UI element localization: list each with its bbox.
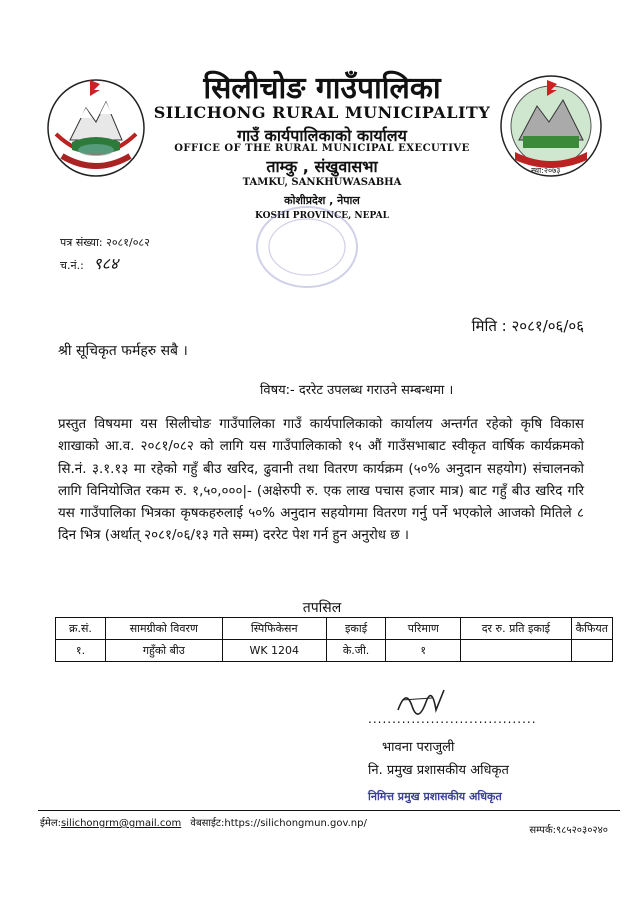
col-rate: दर रु. प्रति इकाई — [461, 618, 571, 640]
municipality-title-en: SILICHONG RURAL MUNICIPALITY — [153, 103, 491, 122]
office-name-np: गाउँ कार्यपालिकाको कार्यालय — [237, 126, 407, 145]
email-link[interactable]: silichongrm@gmail.com — [61, 818, 182, 829]
table-title: तपसिल — [302, 600, 342, 616]
cell-specification: WK 1204 — [222, 640, 326, 662]
letter-date: मिति : २०८१/०६/०६ — [471, 317, 584, 335]
cell-rate — [461, 640, 571, 662]
subject-line: विषय:- दररेट उपलब्ध गराउने सम्बन्धमा । — [260, 383, 454, 398]
province-en: KOSHI PROVINCE, NEPAL — [255, 211, 389, 221]
dispatch-number — [60, 252, 118, 274]
municipality-title-np: सिलीचोङ गाउँपालिका — [203, 71, 441, 106]
cell-unit: के.जी. — [326, 640, 386, 662]
dispatch-label: च.नं.: — [60, 259, 84, 272]
cell-remarks — [571, 640, 612, 662]
footer-contact — [40, 815, 367, 829]
table-header-row — [56, 618, 613, 640]
website-label: वेबसाईट: — [190, 818, 225, 829]
cell-serial: १. — [56, 640, 106, 662]
footer-divider — [38, 810, 620, 811]
col-specification: स्पिफिकेसन — [222, 618, 326, 640]
logo-year-text: स्था:२०७३ — [531, 166, 561, 175]
signature-line: ................................... — [368, 712, 537, 726]
letter-number: पत्र संख्या: २०८१/०८२ — [60, 236, 150, 249]
email-label: ईमेल: — [40, 818, 62, 829]
letter-body: प्रस्तुत विषयमा यस सिलीचोङ गाउँपालिका गाउँ कार्यपालिकाको कार्यालय अन्तर्गत रहेको कृषि विकास शाखाको आ.व. २०८१/०८२ को लागि यस गाउँपालिकाको १५ औं गाउँसभाबाट स्वीकृत वार्षिक कार्यक्रमको सि.नं. ३.१.१३ मा रहेको गहुँ बीउ खरिद, ढुवानी तथा वितरण कार्यक्रम (५०% अनुदान सहयोग) संचालनको लागि विनियोजित रकम रु. १,५०,०००|- (अक्षेरुपी रु. एक लाख पचास हजार मात्र) बाट गहुँ बीउ खरिद गरि यस गाउँपालिका भित्रका कृषकहरुलाई ५०% अनुदान सहयोगमा वितरण गर्नु पर्ने भएकोले आजको मितिले ८ दिन भित्र (अर्थात् २०८१/०६/१३ गते सम्म) दररेट पेश गर्न हुन अनुरोध छ । — [58, 417, 584, 544]
cell-quantity: १ — [386, 640, 461, 662]
office-name-en: OFFICE OF THE RURAL MUNICIPAL EXECUTIVE — [174, 143, 470, 154]
address-np: ताम्कु , संखुवासभा — [266, 157, 378, 176]
phone-number: सम्पर्क:९८५२०३०२४० — [529, 825, 608, 836]
website-link[interactable]: https://silichongmun.gov.np/ — [224, 818, 367, 829]
col-serial: क्र.सं. — [56, 618, 106, 640]
official-stamp — [252, 203, 362, 291]
cell-description: गहुँको बीउ — [105, 640, 222, 662]
col-unit: इकाई — [326, 618, 386, 640]
signatory-name: भावना पराजुली — [382, 740, 455, 755]
signature-stamp: निमित्त प्रमुख प्रशासकीय अधिकृत — [368, 790, 502, 803]
address-en: TAMKU, SANKHUWASABHA — [242, 177, 402, 188]
province-np: कोशीप्रदेश , नेपाल — [284, 194, 360, 207]
items-table — [55, 617, 613, 662]
col-description: सामग्रीको विवरण — [105, 618, 222, 640]
signatory-title: नि. प्रमुख प्रशासकीय अधिकृत — [368, 763, 509, 778]
col-remarks: कैफियत — [571, 618, 612, 640]
table-row — [56, 640, 613, 662]
dispatch-value: ९८४ — [93, 254, 119, 273]
addressee: श्री सूचिकृत फर्महरु सबै । — [58, 343, 188, 359]
col-quantity: परिमाण — [386, 618, 461, 640]
